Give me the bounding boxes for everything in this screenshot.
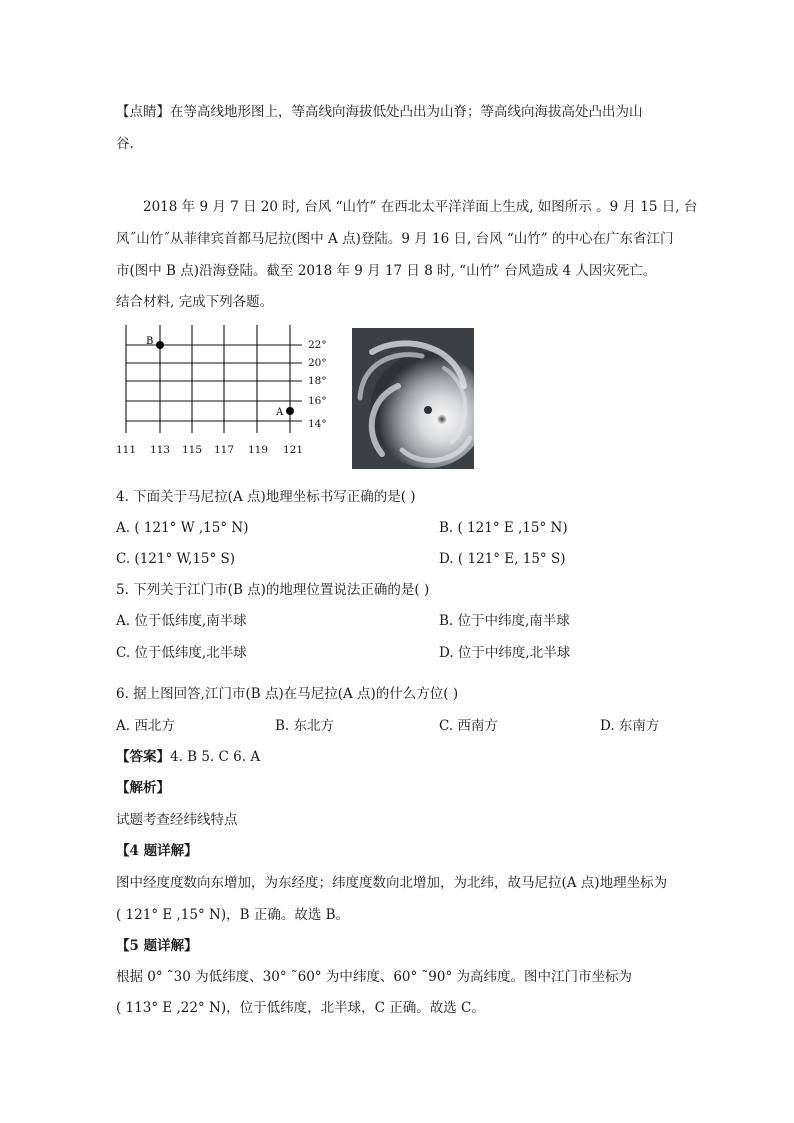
- answer-values: 4. B 5. C 6. A: [170, 749, 261, 765]
- lat-label-18: 18°: [308, 375, 327, 387]
- question-5-option-d: D. 位于中纬度,北半球: [439, 645, 571, 661]
- question-4-option-b: B. ( 121° E ,15° N): [439, 520, 568, 536]
- lat-label-14: 14°: [308, 418, 327, 430]
- question-4-stem: 4. 下面关于马尼拉(A 点)地理坐标书写正确的是( ): [116, 489, 416, 505]
- q4-detail-line-2: ( 121° E ,15° N)，B 正确。故选 B。: [116, 907, 350, 923]
- point-a-label: A: [276, 407, 284, 418]
- question-5-stem: 5. 下列关于江门市(B 点)的地理位置说法正确的是( ): [116, 582, 430, 598]
- lat-label-22: 22°: [308, 339, 327, 351]
- q4-detail-line-1: 图中经度度数向东增加，为东经度；纬度度数向北增加，为北纬，故马尼拉(A 点)地理坐标为: [116, 875, 668, 891]
- lon-label-121: 121: [283, 444, 304, 456]
- passage-line-4: 结合材料, 完成下列各题。: [116, 294, 274, 310]
- question-5-option-b: B. 位于中纬度,南半球: [439, 613, 570, 629]
- lon-label-111: 111: [116, 444, 137, 456]
- question-4-option-d: D. ( 121° E, 15° S): [439, 551, 566, 567]
- q4-detail-label: 【4 题详解】: [116, 843, 198, 859]
- q5-detail-line-2: ( 113° E ,22° N)，位于低纬度，北半球，C 正确。故选 C。: [116, 1000, 485, 1016]
- question-6-stem: 6. 据上图回答,江门市(B 点)在马尼拉(A 点)的什么方位( ): [116, 686, 459, 702]
- question-5-option-c: C. 位于低纬度,北半球: [116, 645, 247, 661]
- lon-label-117: 117: [214, 444, 235, 456]
- point-a-marker: [286, 407, 294, 415]
- lon-label-113: 113: [150, 444, 171, 456]
- point-b-label: B: [146, 336, 154, 347]
- passage-line-1: 2018 年 9 月 7 日 20 时, 台风 “山竹” 在西北太平洋洋面上生成, 如图所示 。9 月 15 日, 台: [143, 199, 698, 215]
- tip-line-1: 【点睛】在等高线地形图上，等高线向海拔低处凸出为山脊；等高线向海拔高处凸出为山: [116, 104, 643, 120]
- typhoon-satellite-image: [352, 328, 474, 469]
- q5-detail-label: 【5 题详解】: [116, 938, 198, 954]
- question-4-option-a: A. ( 121° W ,15° N): [116, 520, 249, 536]
- question-5-option-a: A. 位于低纬度,南半球: [116, 613, 247, 629]
- lon-label-119: 119: [248, 444, 269, 456]
- tip-line-2: 谷.: [116, 136, 134, 152]
- question-6-option-a: A. 西北方: [116, 718, 175, 734]
- question-4-option-c: C. (121° W,15° S): [116, 551, 236, 567]
- q5-detail-line-1: 根据 0° ˜30 为低纬度、30° ˜60° 为中纬度、60° ˜90° 为高纬度。图中江门市坐标为: [116, 969, 633, 985]
- passage-line-2: 风˝山竹˝从菲律宾首都马尼拉(图中 A 点)登陆。9 月 16 日, 台风 “山竹” 的中心在广东省江门: [116, 231, 674, 247]
- lon-label-115: 115: [182, 444, 203, 456]
- lat-lon-grid-figure: [112, 323, 334, 459]
- lat-label-20: 20°: [308, 357, 327, 369]
- lat-label-16: 16°: [308, 395, 327, 407]
- answer-line: [116, 747, 260, 767]
- analysis-label: 【解析】: [116, 780, 170, 796]
- question-6-option-b: B. 东北方: [275, 718, 335, 734]
- passage-line-3: 市(图中 B 点)沿海登陆。截至 2018 年 9 月 17 日 8 时, “山竹” 台风造成 4 人因灾死亡。: [116, 263, 657, 279]
- answer-label: 【答案】: [116, 749, 170, 765]
- question-6-option-d: D. 东南方: [600, 718, 660, 734]
- question-6-option-c: C. 西南方: [439, 718, 498, 734]
- point-b-marker: [156, 341, 164, 349]
- analysis-text: 试题考查经纬线特点: [116, 812, 238, 828]
